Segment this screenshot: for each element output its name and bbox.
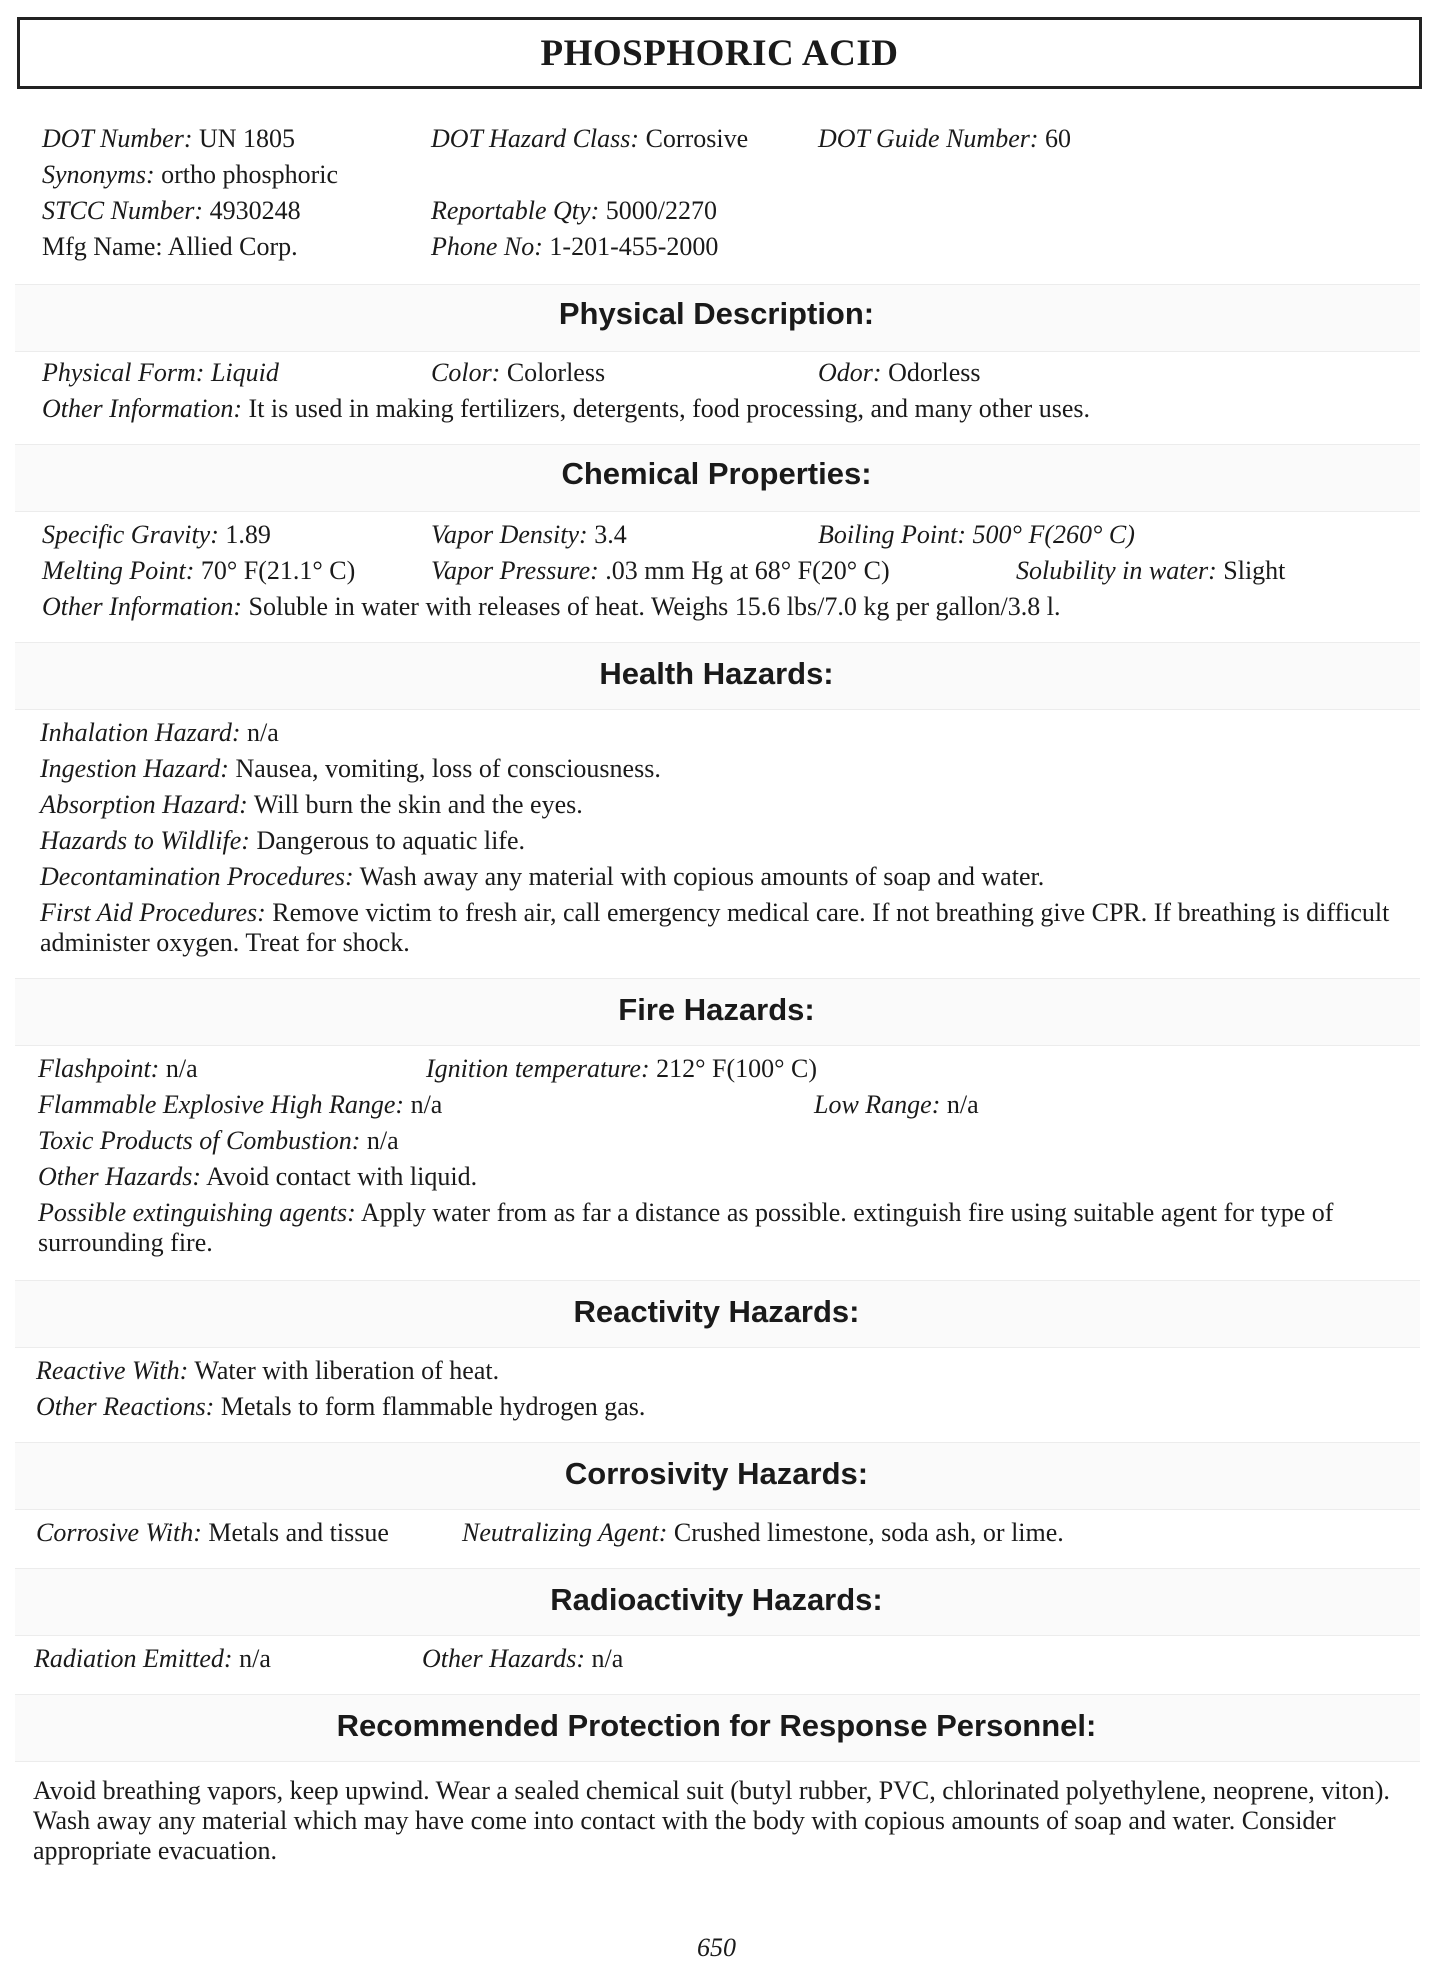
boiling-point-field: Boiling Point: 500° F(260° C) [818, 520, 1135, 549]
protection-text: Avoid breathing vapors, keep upwind. Wear a sealed chemical suit (butyl rubber, PVC, chlorinated polyethylene, neoprene, viton). Wash away any material which may have come into contact with the body with copious amounts of soap and water. Consider appropriate evacuation. [33, 1776, 1390, 1865]
chemical-properties-heading: Chemical Properties: [561, 456, 872, 491]
header-row-2 [0, 162, 1433, 194]
solubility-field: Solubility in water: Slight [1016, 556, 1286, 585]
decontamination-row: Decontamination Procedures: Wash away any material with copious amounts of soap and water. [40, 862, 1045, 891]
dot-hazard-class-field: DOT Hazard Class: Corrosive [431, 124, 749, 153]
low-range-field: Low Range: n/a [814, 1090, 979, 1119]
reportable-qty-field: Reportable Qty: 5000/2270 [431, 196, 717, 225]
inhalation-hazard-row: Inhalation Hazard: n/a [40, 718, 279, 747]
neutralizing-agent-field: Neutralizing Agent: Crushed limestone, soda ash, or lime. [462, 1518, 1064, 1547]
fire-row-1 [0, 1056, 1433, 1088]
toxic-products-row: Toxic Products of Combustion: n/a [38, 1126, 399, 1155]
physical-form-field: Physical Form: Liquid [42, 358, 279, 387]
page-number: 650 [697, 1933, 736, 1962]
chemical-other-information: Other Information: Soluble in water with releases of heat. Weighs 15.6 lbs/7.0 kg per gallon/3.8 l. [42, 592, 1061, 621]
stcc-number-field: STCC Number: 4930248 [42, 196, 301, 225]
header-row-4 [0, 234, 1433, 266]
physical-other-information: Other Information: It is used in making fertilizers, detergents, food processing, and many other uses. [42, 394, 1090, 423]
corrosivity-hazards-heading: Corrosivity Hazards: [564, 1456, 869, 1491]
high-range-field: Flammable Explosive High Range: n/a [38, 1090, 443, 1119]
physical-description-heading: Physical Description: [558, 296, 875, 331]
radioactivity-other-hazards-field: Other Hazards: n/a [422, 1644, 624, 1673]
dot-guide-number-field: DOT Guide Number: 60 [818, 124, 1072, 153]
chemical-row-3 [0, 594, 1433, 626]
fire-row-2 [0, 1092, 1433, 1124]
header-row-3 [0, 198, 1433, 230]
extinguishing-agents-row: Possible extinguishing agents: Apply water from as far a distance as possible. extinguish fire using suitable agent for type of surrounding fire. [38, 1198, 1334, 1257]
ignition-temperature-field: Ignition temperature: 212° F(100° C) [426, 1054, 818, 1083]
chemical-row-1 [0, 522, 1433, 554]
physical-row-1 [0, 360, 1433, 392]
synonyms-field: Synonyms: ortho phosphoric [42, 160, 339, 189]
vapor-pressure-field: Vapor Pressure: .03 mm Hg at 68° F(20° C) [431, 556, 890, 585]
corrosivity-row [0, 1520, 1433, 1552]
fire-hazards-heading: Fire Hazards: [618, 992, 815, 1027]
reactive-with-row: Reactive With: Water with liberation of heat. [36, 1356, 500, 1385]
radioactivity-row [0, 1646, 1433, 1678]
odor-field: Odor: Odorless [818, 358, 981, 387]
header-row-1 [0, 126, 1433, 158]
first-aid-row: First Aid Procedures: Remove victim to fresh air, call emergency medical care. If not breathing give CPR. If breathing is difficult administer oxygen. Treat for shock. [40, 898, 1390, 957]
reactivity-hazards-heading: Reactivity Hazards: [573, 1294, 860, 1329]
other-reactions-row: Other Reactions: Metals to form flammable hydrogen gas. [36, 1392, 646, 1421]
vapor-density-field: Vapor Density: 3.4 [431, 520, 627, 549]
corrosive-with-field: Corrosive With: Metals and tissue [36, 1518, 389, 1547]
radiation-emitted-field: Radiation Emitted: n/a [34, 1644, 271, 1673]
ingestion-hazard-row: Ingestion Hazard: Nausea, vomiting, loss of consciousness. [40, 754, 661, 783]
dot-number-field: DOT Number: UN 1805 [42, 124, 296, 153]
mfg-name-field: Mfg Name: Allied Corp. [42, 232, 298, 261]
wildlife-hazard-row: Hazards to Wildlife: Dangerous to aquatic life. [40, 826, 526, 855]
fire-other-hazards-row: Other Hazards: Avoid contact with liquid. [38, 1162, 478, 1191]
protection-heading: Recommended Protection for Response Personnel: [336, 1708, 1097, 1743]
phone-no-field: Phone No: 1-201-455-2000 [431, 232, 719, 261]
document-title [17, 17, 1422, 89]
flashpoint-field: Flashpoint: n/a [38, 1054, 198, 1083]
radioactivity-hazards-heading: Radioactivity Hazards: [550, 1582, 883, 1617]
chemical-row-2 [0, 558, 1433, 590]
specific-gravity-field: Specific Gravity: 1.89 [42, 520, 271, 549]
title-text: PHOSPHORIC ACID [540, 32, 899, 74]
absorption-hazard-row: Absorption Hazard: Will burn the skin and the eyes. [40, 790, 583, 819]
melting-point-field: Melting Point: 70° F(21.1° C) [42, 556, 356, 585]
color-field: Color: Colorless [431, 358, 606, 387]
health-hazards-heading: Health Hazards: [599, 656, 834, 691]
physical-row-2 [0, 396, 1433, 428]
